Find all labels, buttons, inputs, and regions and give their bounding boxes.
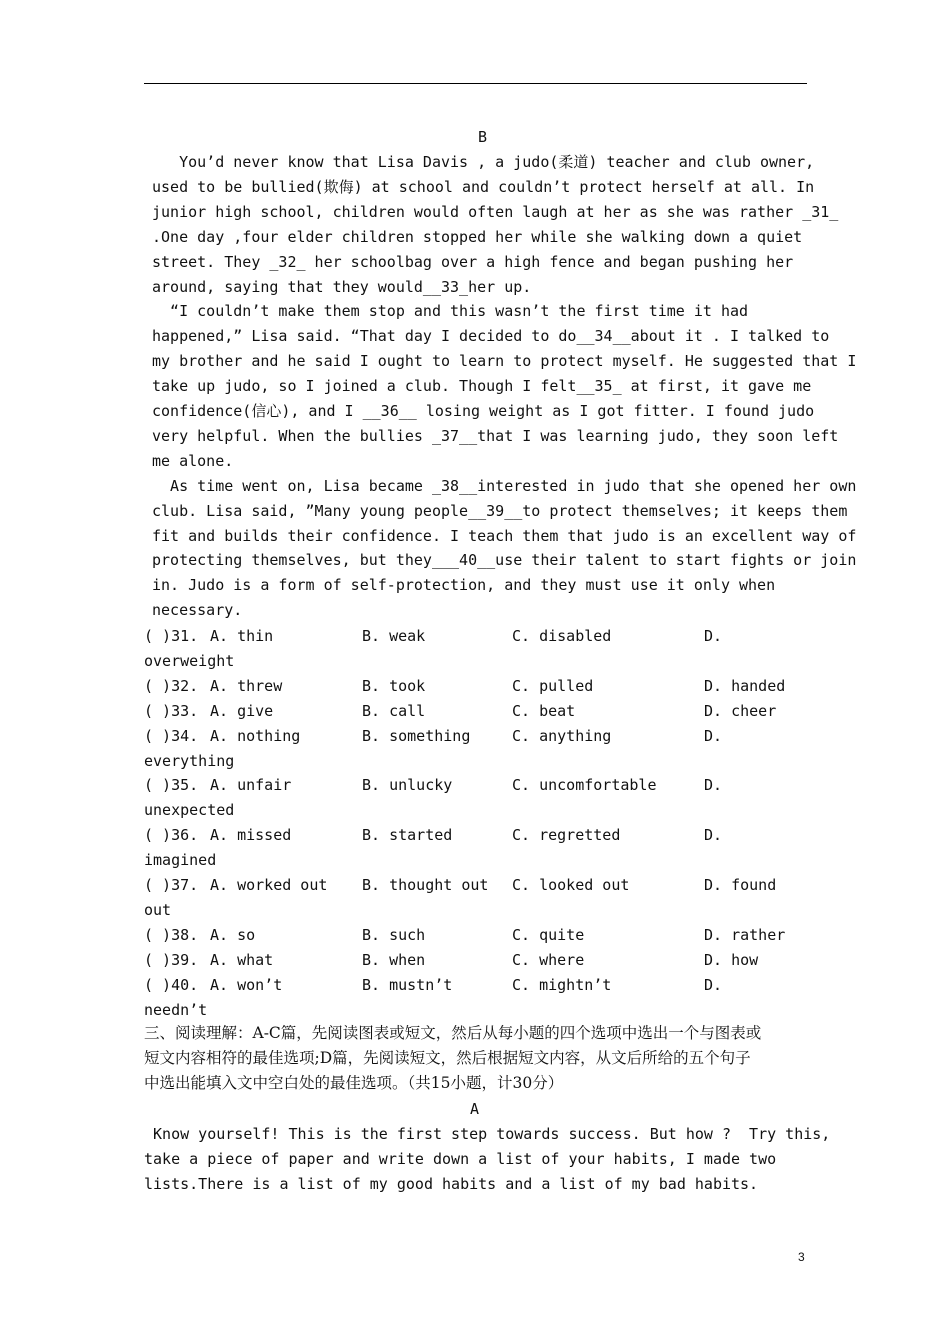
passage-line: confidence(信心), and I __36__ losing weight as I got fitter. I found judo (152, 402, 815, 420)
passage-line: used to be bullied(欺侮) at school and couldn’t protect herself at all. In (152, 177, 815, 196)
option-d: D. rather (704, 925, 786, 944)
section-a-heading: A (470, 1100, 480, 1118)
passage-line: take a piece of paper and write down a list of your habits, I made two (144, 1149, 777, 1168)
passage-line: around, saying that they would__33_her up. (152, 277, 532, 296)
option-b: B. started (362, 826, 453, 845)
option-c: C. uncomfortable (512, 776, 657, 795)
option-b: B. thought out (362, 876, 489, 894)
passage-line: club. Lisa said, ”Many young people__39__to protect themselves; it keeps them (152, 501, 848, 520)
passage-line: fit and builds their confidence. I teach them that judo is an excellent way of (152, 526, 857, 545)
option-b: B. weak (362, 627, 426, 645)
option-c: C. looked out (512, 876, 630, 894)
question-number: ( )35. (144, 776, 199, 795)
option-d-wrap: unexpected (144, 801, 235, 820)
question-number: ( )32. (144, 676, 199, 695)
option-a: A. threw (210, 676, 283, 695)
instruction-line: 短文内容相符的最佳选项;D篇，先阅读短文，然后根据短文内容，从文后所给的五个句子 (144, 1049, 751, 1067)
passage-line: .One day ,four elder children stopped her while she walking down a quiet (152, 227, 803, 246)
option-c: C. where (512, 950, 585, 969)
option-a: A. worked out (210, 876, 328, 894)
option-a: A. what (210, 950, 274, 969)
section-b-heading: B (478, 128, 488, 146)
question-number: ( )37. (144, 876, 199, 894)
option-c: C. mightn’t (512, 975, 612, 994)
option-b: B. something (362, 726, 471, 745)
passage-line: very helpful. When the bullies _37__that I was learning judo, they soon left (152, 426, 839, 445)
question-number: ( )38. (144, 925, 199, 944)
option-d-wrap: imagined (144, 851, 217, 870)
question-number: ( )31. (144, 627, 199, 645)
option-d: D. (704, 627, 723, 645)
passage-line: in. Judo is a form of self-protection, and they must use it only when (152, 576, 776, 595)
passage-line: my brother and he said I ought to learn to protect myself. He suggested that I (152, 352, 857, 371)
option-d: D. cheer (704, 701, 777, 720)
option-d: D. found (704, 876, 777, 894)
question-number: ( )33. (144, 701, 199, 720)
page-number: 3 (798, 1250, 805, 1264)
passage-line: You’d never know that Lisa Davis , a judo(柔道) teacher and club owner, (152, 153, 815, 171)
option-a: A. unfair (210, 776, 292, 795)
option-d: D. (704, 776, 723, 795)
passage-line: As time went on, Lisa became _38__interested in judo that she opened her own (152, 476, 857, 495)
passage-line: take up judo, so I joined a club. Though I felt__35_ at first, it gave me (152, 377, 812, 396)
passage-line: me alone. (152, 451, 234, 470)
option-d: D. handed (704, 676, 786, 695)
option-a: A. missed (210, 826, 292, 845)
instruction-line: 中选出能填入文中空白处的最佳选项。（共15小题，计30分） (144, 1074, 564, 1092)
passage-line: lists.There is a list of my good habits and a list of my bad habits. (144, 1174, 759, 1193)
header-rule (144, 83, 807, 84)
instruction-line: 三、阅读理解：A-C篇，先阅读图表或短文，然后从每小题的四个选项中选出一个与图表或 (144, 1024, 762, 1042)
option-b: B. when (362, 950, 426, 969)
option-d: D. (704, 975, 723, 994)
option-a: A. won’t (210, 975, 283, 994)
option-d: D. (704, 726, 723, 745)
option-c: C. quite (512, 925, 585, 944)
passage-line: necessary. (152, 601, 243, 620)
option-a: A. so (210, 925, 256, 944)
option-c: C. pulled (512, 676, 594, 695)
passage-line: protecting themselves, but they___40__use their talent to start fights or join (152, 551, 857, 570)
option-c: C. regretted (512, 826, 621, 845)
question-number: ( )39. (144, 950, 199, 969)
option-d-wrap: everything (144, 751, 235, 770)
passage-line: happened,” Lisa said. “That day I decided to do__34__about it . I talked to (152, 327, 830, 346)
option-c: C. disabled (512, 627, 612, 645)
passage-line: street. They _32_ her schoolbag over a high fence and began pushing her (152, 252, 794, 271)
passage-line: Know yourself! This is the first step towards success. But how ? Try this, (144, 1125, 831, 1143)
option-d: D. (704, 826, 723, 845)
option-a: A. nothing (210, 726, 301, 745)
option-c: C. anything (512, 726, 612, 745)
option-b: B. such (362, 925, 426, 944)
option-a: A. give (210, 701, 274, 720)
passage-line: “I couldn’t make them stop and this wasn’t the first time it had (152, 302, 749, 321)
option-b: B. mustn’t (362, 975, 453, 994)
option-d: D. how (704, 950, 759, 969)
option-b: B. call (362, 701, 426, 720)
question-number: ( )40. (144, 975, 199, 994)
option-d-wrap: overweight (144, 651, 235, 670)
passage-line: junior high school, children would often laugh at her as she was rather _31_ (152, 202, 839, 221)
option-b: B. unlucky (362, 776, 453, 795)
option-d-wrap: out (144, 900, 172, 919)
question-number: ( )36. (144, 826, 199, 845)
option-c: C. beat (512, 701, 576, 720)
option-d-wrap: needn’t (144, 1000, 208, 1019)
option-a: A. thin (210, 627, 274, 645)
question-number: ( )34. (144, 726, 199, 745)
option-b: B. took (362, 676, 426, 695)
